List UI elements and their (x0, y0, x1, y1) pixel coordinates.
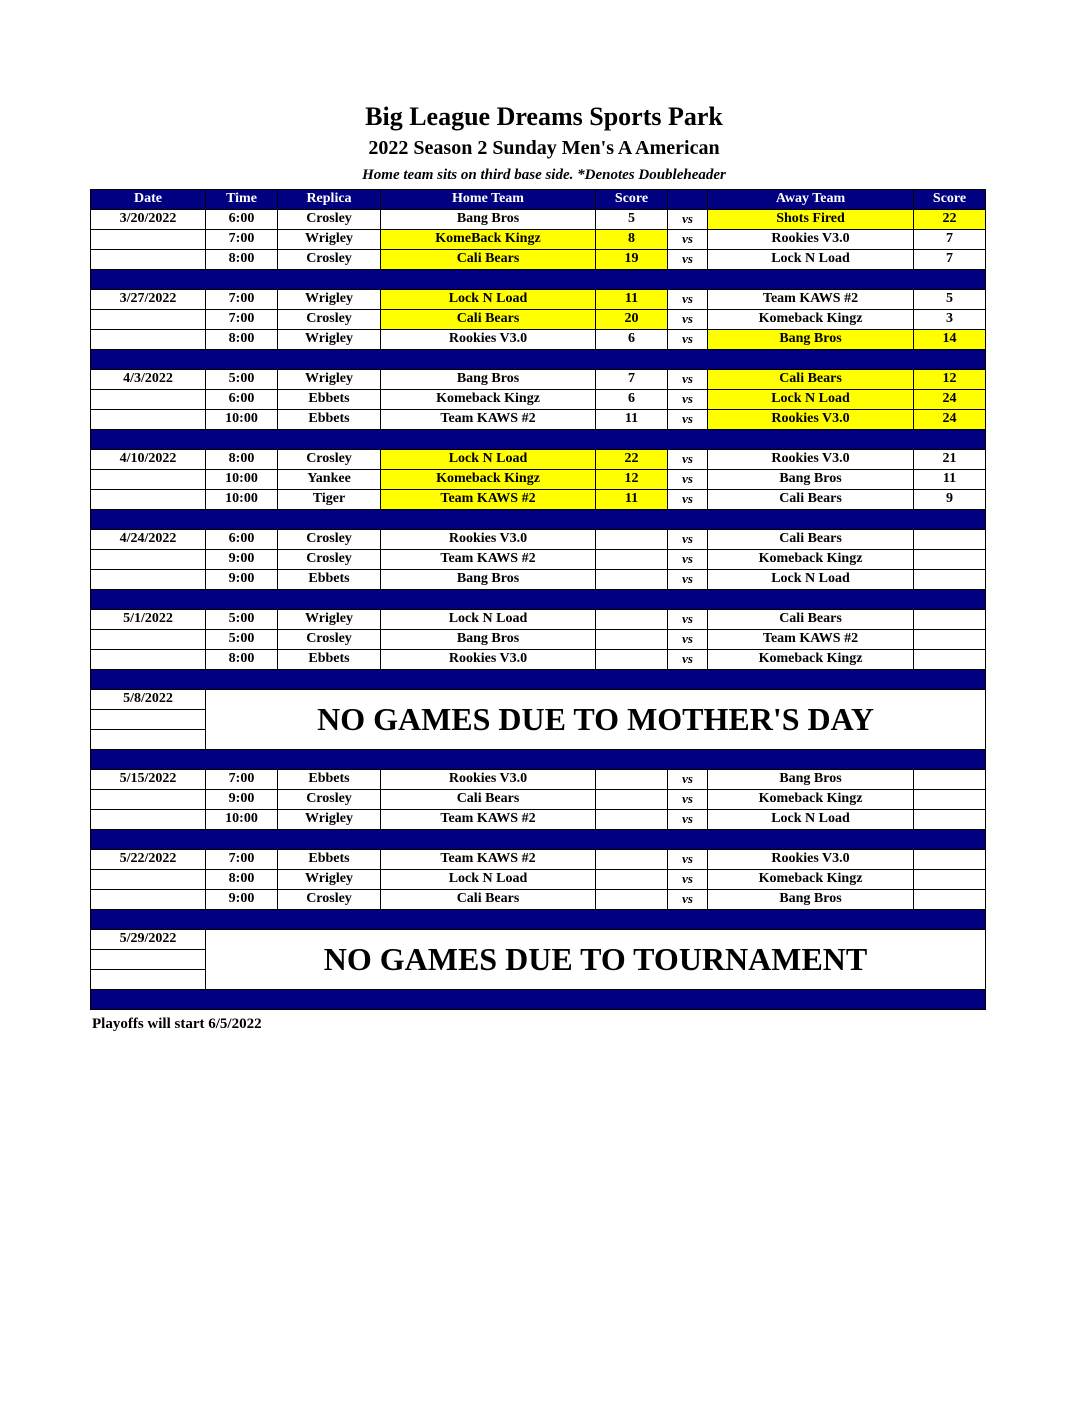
section-separator (91, 350, 986, 370)
vs-label: vs (668, 810, 708, 830)
vs-label: vs (668, 570, 708, 590)
section-separator (91, 990, 986, 1010)
date-cell: 5/8/2022 (91, 690, 206, 710)
game-row (91, 770, 986, 790)
away-score-cell (914, 770, 986, 790)
time-cell: 6:00 (206, 530, 278, 550)
home-team-cell: Lock N Load (381, 450, 596, 470)
notice-row (91, 930, 986, 950)
separator-row (91, 670, 986, 690)
replica-cell: Ebbets (278, 570, 381, 590)
game-row (91, 570, 986, 590)
home-team-cell: Cali Bears (381, 310, 596, 330)
home-team-cell: Team KAWS #2 (381, 410, 596, 430)
home-score-cell (596, 770, 668, 790)
time-cell: 8:00 (206, 650, 278, 670)
game-row (91, 370, 986, 390)
away-score-cell: 7 (914, 250, 986, 270)
replica-cell: Ebbets (278, 390, 381, 410)
separator-row (91, 270, 986, 290)
vs-label: vs (668, 790, 708, 810)
away-score-cell: 12 (914, 370, 986, 390)
game-row (91, 450, 986, 470)
time-cell: 10:00 (206, 490, 278, 510)
away-team-cell: Rookies V3.0 (708, 230, 914, 250)
date-cell (91, 950, 206, 970)
date-cell: 5/15/2022 (91, 770, 206, 790)
section-separator (91, 430, 986, 450)
notice-cell: NO GAMES DUE TO TOURNAMENT (206, 930, 986, 990)
away-team-cell: Komeback Kingz (708, 650, 914, 670)
date-cell (91, 730, 206, 750)
replica-cell: Ebbets (278, 770, 381, 790)
home-score-cell: 11 (596, 410, 668, 430)
game-row (91, 530, 986, 550)
away-team-cell: Komeback Kingz (708, 790, 914, 810)
home-team-cell: Team KAWS #2 (381, 850, 596, 870)
date-cell: 4/3/2022 (91, 370, 206, 390)
time-cell: 10:00 (206, 470, 278, 490)
home-team-cell: Team KAWS #2 (381, 810, 596, 830)
replica-cell: Crosley (278, 890, 381, 910)
schedule-table-head (91, 190, 986, 210)
away-score-cell (914, 890, 986, 910)
section-separator (91, 510, 986, 530)
section-separator (91, 910, 986, 930)
away-score-cell (914, 810, 986, 830)
time-cell: 5:00 (206, 630, 278, 650)
replica-cell: Wrigley (278, 330, 381, 350)
replica-cell: Ebbets (278, 650, 381, 670)
date-cell: 5/22/2022 (91, 850, 206, 870)
away-score-cell: 11 (914, 470, 986, 490)
separator-row (91, 430, 986, 450)
home-team-cell: Rookies V3.0 (381, 770, 596, 790)
home-team-cell: Rookies V3.0 (381, 650, 596, 670)
replica-cell: Ebbets (278, 410, 381, 430)
away-team-cell: Bang Bros (708, 770, 914, 790)
time-cell: 8:00 (206, 870, 278, 890)
time-cell: 10:00 (206, 810, 278, 830)
game-row (91, 890, 986, 910)
vs-label: vs (668, 230, 708, 250)
home-score-cell: 20 (596, 310, 668, 330)
away-score-cell: 21 (914, 450, 986, 470)
away-team-cell: Cali Bears (708, 370, 914, 390)
home-score-cell (596, 530, 668, 550)
away-team-cell: Bang Bros (708, 470, 914, 490)
time-cell: 6:00 (206, 210, 278, 230)
away-team-cell: Komeback Kingz (708, 310, 914, 330)
date-cell (91, 470, 206, 490)
vs-label: vs (668, 870, 708, 890)
vs-label: vs (668, 770, 708, 790)
time-cell: 7:00 (206, 850, 278, 870)
vs-label: vs (668, 290, 708, 310)
home-score-cell: 8 (596, 230, 668, 250)
date-cell (91, 330, 206, 350)
time-cell: 7:00 (206, 230, 278, 250)
home-team-cell: Team KAWS #2 (381, 550, 596, 570)
date-cell: 4/10/2022 (91, 450, 206, 470)
date-cell (91, 710, 206, 730)
vs-label: vs (668, 890, 708, 910)
time-cell: 5:00 (206, 610, 278, 630)
away-team-cell: Team KAWS #2 (708, 630, 914, 650)
replica-cell: Wrigley (278, 230, 381, 250)
home-score-cell: 6 (596, 390, 668, 410)
date-cell (91, 890, 206, 910)
vs-label: vs (668, 850, 708, 870)
home-score-cell: 6 (596, 330, 668, 350)
replica-cell: Crosley (278, 210, 381, 230)
home-score-cell: 19 (596, 250, 668, 270)
section-separator (91, 670, 986, 690)
away-score-cell: 9 (914, 490, 986, 510)
home-score-cell (596, 550, 668, 570)
separator-row (91, 590, 986, 610)
home-score-cell (596, 630, 668, 650)
vs-label: vs (668, 310, 708, 330)
away-team-cell: Rookies V3.0 (708, 850, 914, 870)
home-team-cell: Cali Bears (381, 250, 596, 270)
home-team-cell: Komeback Kingz (381, 390, 596, 410)
away-team-cell: Cali Bears (708, 610, 914, 630)
date-cell: 3/27/2022 (91, 290, 206, 310)
away-score-cell (914, 550, 986, 570)
home-score-cell (596, 610, 668, 630)
vs-label: vs (668, 530, 708, 550)
date-cell: 3/20/2022 (91, 210, 206, 230)
vs-label: vs (668, 210, 708, 230)
section-separator (91, 590, 986, 610)
col-header-home-score: Score (596, 190, 668, 210)
separator-row (91, 750, 986, 770)
home-score-cell: 12 (596, 470, 668, 490)
home-team-cell: Cali Bears (381, 890, 596, 910)
replica-cell: Yankee (278, 470, 381, 490)
date-cell (91, 390, 206, 410)
replica-cell: Wrigley (278, 370, 381, 390)
replica-cell: Wrigley (278, 810, 381, 830)
home-score-cell: 11 (596, 290, 668, 310)
time-cell: 7:00 (206, 310, 278, 330)
game-row (91, 290, 986, 310)
replica-cell: Wrigley (278, 610, 381, 630)
home-team-note: Home team sits on third base side. *Denotes Doubleheader (362, 167, 726, 183)
vs-label: vs (668, 470, 708, 490)
home-score-cell: 22 (596, 450, 668, 470)
separator-row (91, 510, 986, 530)
date-cell (91, 310, 206, 330)
date-cell (91, 810, 206, 830)
away-score-cell: 7 (914, 230, 986, 250)
away-score-cell: 5 (914, 290, 986, 310)
away-score-cell (914, 630, 986, 650)
home-team-cell: Bang Bros (381, 210, 596, 230)
away-score-cell (914, 790, 986, 810)
away-score-cell (914, 850, 986, 870)
away-team-cell: Cali Bears (708, 530, 914, 550)
home-score-cell: 11 (596, 490, 668, 510)
game-row (91, 610, 986, 630)
home-score-cell (596, 570, 668, 590)
game-row (91, 870, 986, 890)
away-team-cell: Team KAWS #2 (708, 290, 914, 310)
game-row (91, 470, 986, 490)
replica-cell: Wrigley (278, 290, 381, 310)
vs-label: vs (668, 550, 708, 570)
replica-cell: Crosley (278, 450, 381, 470)
away-score-cell: 14 (914, 330, 986, 350)
date-cell: 5/1/2022 (91, 610, 206, 630)
away-score-cell (914, 650, 986, 670)
vs-label: vs (668, 390, 708, 410)
vs-label: vs (668, 330, 708, 350)
time-cell: 9:00 (206, 570, 278, 590)
date-cell (91, 650, 206, 670)
schedule-table (90, 189, 986, 1010)
home-score-cell (596, 810, 668, 830)
away-score-cell (914, 870, 986, 890)
time-cell: 7:00 (206, 770, 278, 790)
away-team-cell: Shots Fired (708, 210, 914, 230)
home-team-cell: Lock N Load (381, 610, 596, 630)
date-cell (91, 970, 206, 990)
section-separator (91, 270, 986, 290)
time-cell: 8:00 (206, 450, 278, 470)
date-cell (91, 630, 206, 650)
home-score-cell (596, 890, 668, 910)
away-team-cell: Komeback Kingz (708, 550, 914, 570)
home-score-cell (596, 870, 668, 890)
vs-label: vs (668, 450, 708, 470)
replica-cell: Ebbets (278, 850, 381, 870)
home-team-cell: Rookies V3.0 (381, 330, 596, 350)
home-score-cell (596, 650, 668, 670)
game-row (91, 490, 986, 510)
time-cell: 6:00 (206, 390, 278, 410)
home-team-cell: Lock N Load (381, 290, 596, 310)
game-row (91, 850, 986, 870)
notice-row (91, 690, 986, 710)
vs-label: vs (668, 250, 708, 270)
date-cell (91, 870, 206, 890)
date-cell (91, 570, 206, 590)
time-cell: 8:00 (206, 250, 278, 270)
home-team-cell: Bang Bros (381, 570, 596, 590)
col-header-away-score: Score (914, 190, 986, 210)
time-cell: 8:00 (206, 330, 278, 350)
vs-label: vs (668, 610, 708, 630)
replica-cell: Wrigley (278, 870, 381, 890)
vs-label: vs (668, 650, 708, 670)
date-cell: 4/24/2022 (91, 530, 206, 550)
home-team-cell: Bang Bros (381, 370, 596, 390)
col-header-replica: Replica (278, 190, 381, 210)
away-team-cell: Cali Bears (708, 490, 914, 510)
time-cell: 5:00 (206, 370, 278, 390)
replica-cell: Crosley (278, 630, 381, 650)
away-team-cell: Lock N Load (708, 810, 914, 830)
away-team-cell: Rookies V3.0 (708, 450, 914, 470)
game-row (91, 310, 986, 330)
game-row (91, 630, 986, 650)
date-cell (91, 790, 206, 810)
away-score-cell: 24 (914, 410, 986, 430)
away-score-cell: 3 (914, 310, 986, 330)
date-cell (91, 230, 206, 250)
game-row (91, 390, 986, 410)
time-cell: 9:00 (206, 890, 278, 910)
col-header-date: Date (91, 190, 206, 210)
away-team-cell: Lock N Load (708, 570, 914, 590)
date-cell (91, 550, 206, 570)
replica-cell: Crosley (278, 790, 381, 810)
col-header-vs (668, 190, 708, 210)
away-team-cell: Rookies V3.0 (708, 410, 914, 430)
separator-row (91, 830, 986, 850)
time-cell: 7:00 (206, 290, 278, 310)
time-cell: 9:00 (206, 790, 278, 810)
time-cell: 9:00 (206, 550, 278, 570)
away-score-cell (914, 570, 986, 590)
replica-cell: Crosley (278, 530, 381, 550)
replica-cell: Tiger (278, 490, 381, 510)
home-team-cell: Cali Bears (381, 790, 596, 810)
col-header-home-team: Home Team (381, 190, 596, 210)
date-cell: 5/29/2022 (91, 930, 206, 950)
replica-cell: Crosley (278, 310, 381, 330)
game-row (91, 330, 986, 350)
home-team-cell: Team KAWS #2 (381, 490, 596, 510)
section-separator (91, 830, 986, 850)
date-cell (91, 250, 206, 270)
game-row (91, 230, 986, 250)
vs-label: vs (668, 370, 708, 390)
away-score-cell: 22 (914, 210, 986, 230)
home-score-cell: 5 (596, 210, 668, 230)
replica-cell: Crosley (278, 250, 381, 270)
section-separator (91, 750, 986, 770)
game-row (91, 210, 986, 230)
playoffs-note: Playoffs will start 6/5/2022 (92, 1016, 262, 1032)
away-team-cell: Bang Bros (708, 330, 914, 350)
date-cell (91, 410, 206, 430)
home-score-cell (596, 850, 668, 870)
separator-row (91, 990, 986, 1010)
away-team-cell: Bang Bros (708, 890, 914, 910)
vs-label: vs (668, 490, 708, 510)
col-header-time: Time (206, 190, 278, 210)
col-header-away-team: Away Team (708, 190, 914, 210)
separator-row (91, 350, 986, 370)
home-team-cell: Bang Bros (381, 630, 596, 650)
game-row (91, 550, 986, 570)
game-row (91, 250, 986, 270)
away-score-cell: 24 (914, 390, 986, 410)
separator-row (91, 910, 986, 930)
away-team-cell: Lock N Load (708, 250, 914, 270)
home-score-cell: 7 (596, 370, 668, 390)
game-row (91, 810, 986, 830)
time-cell: 10:00 (206, 410, 278, 430)
page-title: Big League Dreams Sports Park (365, 102, 723, 131)
game-row (91, 790, 986, 810)
away-score-cell (914, 610, 986, 630)
home-team-cell: Komeback Kingz (381, 470, 596, 490)
home-team-cell: Rookies V3.0 (381, 530, 596, 550)
away-team-cell: Komeback Kingz (708, 870, 914, 890)
home-team-cell: Lock N Load (381, 870, 596, 890)
date-cell (91, 490, 206, 510)
page-subtitle: 2022 Season 2 Sunday Men's A American (368, 137, 720, 159)
away-score-cell (914, 530, 986, 550)
away-team-cell: Lock N Load (708, 390, 914, 410)
vs-label: vs (668, 630, 708, 650)
home-team-cell: KomeBack Kingz (381, 230, 596, 250)
schedule-table-body (91, 210, 986, 1010)
game-row (91, 410, 986, 430)
notice-cell: NO GAMES DUE TO MOTHER'S DAY (206, 690, 986, 750)
replica-cell: Crosley (278, 550, 381, 570)
header-row (91, 190, 986, 210)
vs-label: vs (668, 410, 708, 430)
game-row (91, 650, 986, 670)
home-score-cell (596, 790, 668, 810)
